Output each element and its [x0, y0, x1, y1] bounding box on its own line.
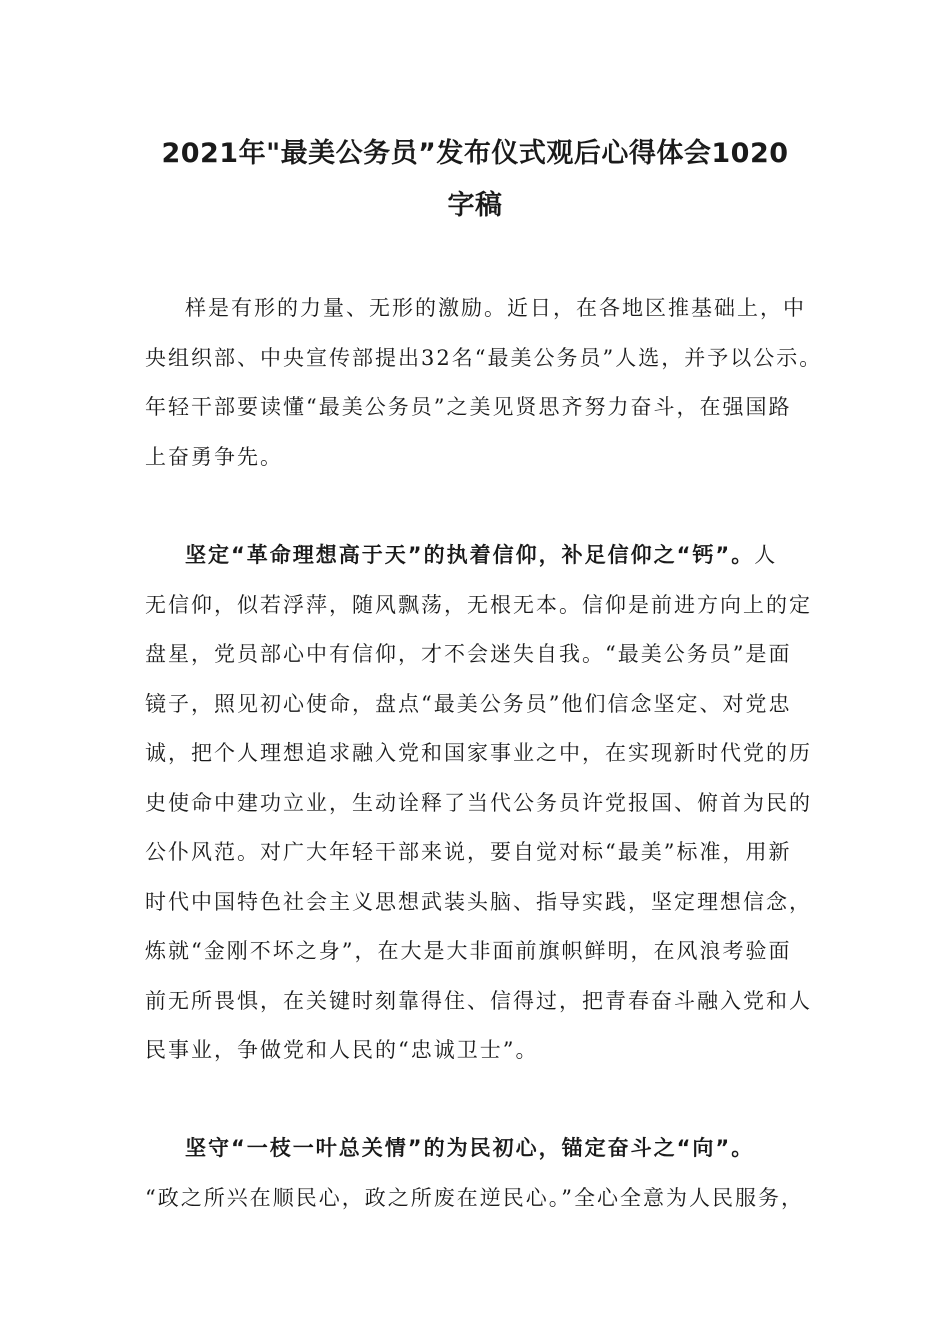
paragraph-line: 上奋勇争先。: [145, 444, 283, 469]
paragraph-line: 样是有形的力量、无形的激励。近日，在各地区推基础上，中: [185, 296, 806, 320]
document-title: [145, 128, 805, 232]
paragraph-line: 民事业，争做党和人民的“忠诚卫士”。: [145, 1038, 539, 1062]
paragraph-people: [145, 1124, 810, 1223]
paragraph-first-line: [145, 531, 810, 581]
paragraph-line: 诚，把个人理想追求融入党和国家事业之中，在实现新时代党的历: [145, 741, 812, 765]
paragraph-heading: 坚定“革命理想高于天”的执着信仰，补足信仰之“钙”。: [185, 543, 755, 567]
paragraph-line: 无信仰，似若浮萍，随风飘荡，无根无本。信仰是前进方向上的定: [145, 592, 812, 617]
paragraph-line: 镜子，照见初心使命，盘点“最美公务员”他们信念坚定、对党忠: [145, 691, 792, 716]
paragraph-line: 前无所畏惧，在关键时刻靠得住、信得过，把青春奋斗融入党和人: [145, 988, 812, 1013]
title-line-1: 2021年"最美公务员”发布仪式观后心得体会1020: [161, 138, 789, 169]
paragraph-line: 央组织部、中央宣传部提出32名“最美公务员”人选，并予以公示。: [145, 345, 823, 370]
paragraph-heading: 坚守“一枝一叶总关情”的为民初心，锚定奋斗之“向”。: [185, 1136, 755, 1160]
paragraph-line: 年轻干部要读懂“最美公务员”之美见贤思齐努力奋斗，在强国路: [145, 395, 792, 419]
paragraph-line: 史使命中建功立业，生动诠释了当代公务员许党报国、俯首为民的: [145, 790, 812, 815]
paragraph-line: 炼就“金刚不坏之身”，在大是大非面前旗帜鲜明，在风浪考验面: [145, 939, 792, 963]
paragraph-line: 公仆风范。对广大年轻干部来说，要自觉对标“最美”标准，用新: [145, 840, 792, 864]
title-line-2: 字稿: [447, 190, 503, 221]
paragraph-intro: [145, 284, 823, 482]
paragraph-line: 时代中国特色社会主义思想武装头脑、指导实践，坚定理想信念，: [145, 889, 812, 914]
paragraph-line: 盘星，党员部心中有信仰，才不会迷失自我。“最美公务员”是面: [145, 642, 792, 666]
paragraph-heading-tail: 人: [754, 543, 778, 567]
paragraph-line: “政之所兴在顺民心，政之所废在逆民心。”全心全意为人民服务，: [145, 1185, 804, 1210]
paragraph-first-line: [145, 1124, 810, 1174]
paragraph-faith: [145, 531, 810, 1076]
